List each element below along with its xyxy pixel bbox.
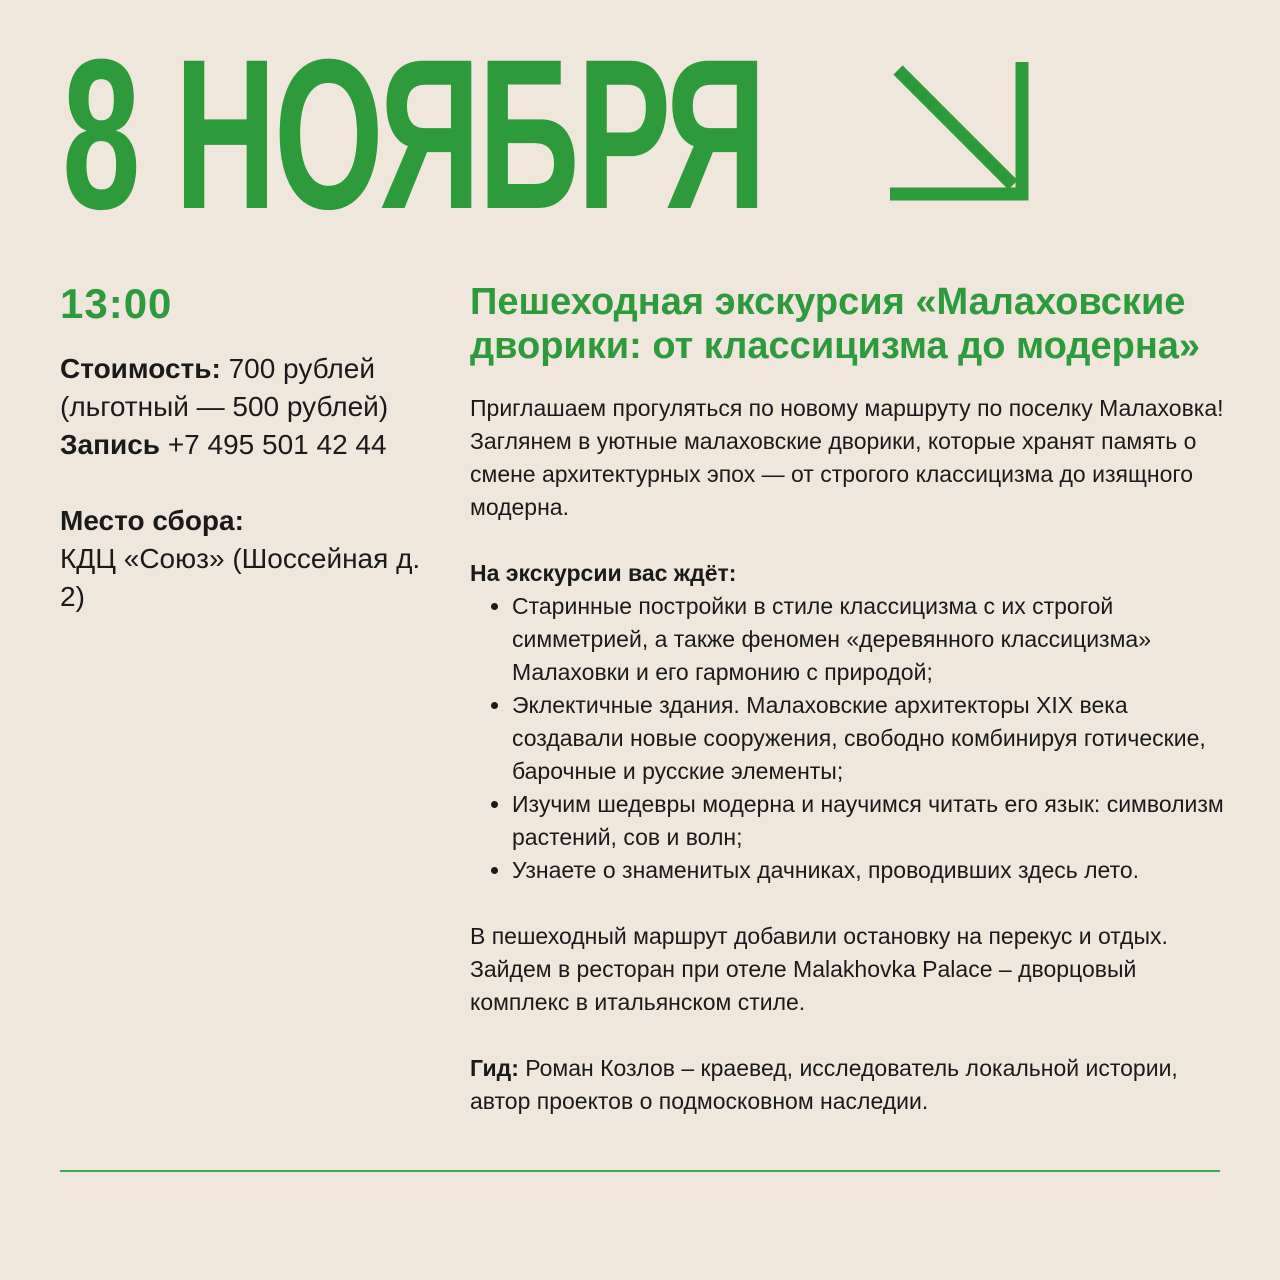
guide-line <box>470 1052 1230 1118</box>
event-description <box>470 280 1230 1118</box>
list-item: • Узнаете о знаменитых дачниках, проводивших здесь лето. <box>512 854 1230 887</box>
event-title: Пешеходная экскурсия «Малаховские дворики: от классицизма до модерна» <box>470 281 1201 367</box>
booking-phone: +7 495 501 42 44 <box>167 429 387 460</box>
booking-label: Запись <box>60 429 161 460</box>
price-value: 700 рублей <box>228 353 375 384</box>
arrow-down-right-icon <box>888 60 1030 202</box>
event-time: 13:00 <box>60 280 173 327</box>
price-line <box>60 350 430 388</box>
bottom-divider <box>60 1170 1220 1172</box>
guide-text: Роман Козлов – краевед, исследователь локальной истории, автор проектов о подмосковном наследии. <box>470 1055 1178 1114</box>
list-item: • Старинные постройки в стиле классицизма с их строгой симметрией, а также феномен «деревянного классицизма» Малаховки и его гармонию с природой; <box>512 590 1230 689</box>
highlights-list <box>470 590 1230 887</box>
list-heading: На экскурсии вас ждёт: <box>470 560 737 586</box>
date-headline-text: 8 НОЯБРЯ <box>62 15 764 254</box>
meeting-label: Место сбора: <box>60 505 244 536</box>
stop-text: В пешеходный маршрут добавили остановку на перекус и отдых. Зайдем в ресторан при отеле Malakhovka Palace – дворцовый комплекс в итальянском стиле. <box>470 923 1168 1015</box>
booking-line <box>60 426 430 464</box>
price-discount: (льготный — 500 рублей) <box>60 391 389 422</box>
price-label: Стоимость: <box>60 353 221 384</box>
list-item: • Изучим шедевры модерна и научимся читать его язык: символизм растений, сов и волн; <box>512 788 1230 854</box>
guide-label: Гид: <box>470 1055 519 1081</box>
event-intro: Приглашаем прогуляться по новому маршруту по поселку Малаховка! Заглянем в уютные малаховские дворики, которые хранят память о смене архитектурных эпох — от строгого классицизма до изящного модерна. <box>470 395 1224 520</box>
event-info <box>60 350 430 616</box>
list-item: • Эклектичные здания. Малаховские архитекторы XIX века создавали новые сооружения, свободно комбинируя готические, барочные и русские элементы; <box>512 689 1230 788</box>
meeting-place: КДЦ «Союз» (Шоссейная д. 2) <box>60 543 421 612</box>
